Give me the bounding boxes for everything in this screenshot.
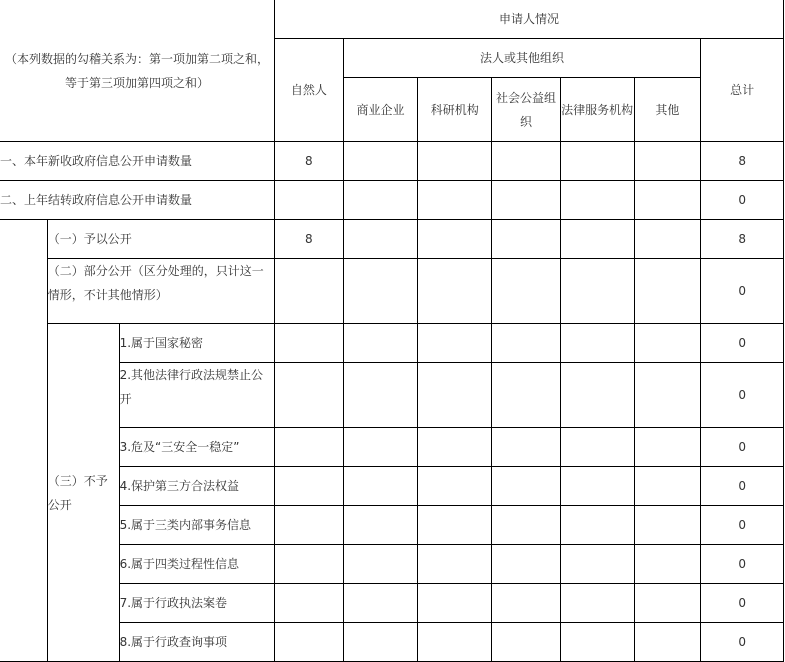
total-value: 0 — [701, 181, 784, 220]
row-label: 7.属于行政执法案卷 — [119, 584, 274, 623]
total-value: 0 — [701, 584, 784, 623]
natural-person-value — [274, 181, 343, 220]
row-label: 一、本年新收政府信息公开申请数量 — [0, 142, 274, 181]
table-row — [0, 324, 784, 363]
col-header-business: 商业企业 — [343, 78, 418, 142]
column-note: （本列数据的勾稽关系为：第一项加第二项之和，等于第三项加第四项之和） — [0, 0, 274, 142]
row-label: 3.危及“三安全一稳定” — [119, 428, 274, 467]
total-value: 8 — [701, 142, 784, 181]
table-row — [0, 181, 784, 220]
row-label: 1.属于国家秘密 — [119, 324, 274, 363]
table-row — [0, 220, 784, 259]
natural-person-value: 8 — [274, 220, 343, 259]
col-header-other: 其他 — [634, 78, 701, 142]
row-label: 二、上年结转政府信息公开申请数量 — [0, 181, 274, 220]
total-value: 0 — [701, 259, 784, 324]
total-header: 总计 — [701, 39, 784, 142]
total-value: 0 — [701, 428, 784, 467]
natural-person-header: 自然人 — [274, 39, 343, 142]
legal-or-other-org-header: 法人或其他组织 — [343, 39, 701, 78]
total-value: 0 — [701, 363, 784, 428]
row-label: 4.保护第三方合法权益 — [119, 467, 274, 506]
col-header-public-welfare: 社会公益组织 — [492, 78, 561, 142]
total-value: 0 — [701, 467, 784, 506]
section-indent-cell — [0, 220, 47, 662]
row-label: 8.属于行政查询事项 — [119, 623, 274, 662]
row-label: 6.属于四类过程性信息 — [119, 545, 274, 584]
applicant-info-header: 申请人情况 — [274, 0, 783, 39]
natural-person-value: 8 — [274, 142, 343, 181]
row-label: 5.属于三类内部事务信息 — [119, 506, 274, 545]
row-label: （二）部分公开（区分处理的，只计这一情形，不计其他情形） — [47, 259, 274, 324]
col-header-research: 科研机构 — [418, 78, 492, 142]
natural-person-value — [274, 259, 343, 324]
total-value: 0 — [701, 324, 784, 363]
col-header-legal-service: 法律服务机构 — [560, 78, 634, 142]
refuse-group-label: （三）不予公开 — [47, 324, 119, 662]
total-value: 0 — [701, 623, 784, 662]
row-label: （一）予以公开 — [47, 220, 274, 259]
table-row — [0, 259, 784, 324]
total-value: 8 — [701, 220, 784, 259]
row-label: 2.其他法律行政法规禁止公开 — [119, 363, 274, 428]
total-value: 0 — [701, 545, 784, 584]
table-row — [0, 142, 784, 181]
total-value: 0 — [701, 506, 784, 545]
